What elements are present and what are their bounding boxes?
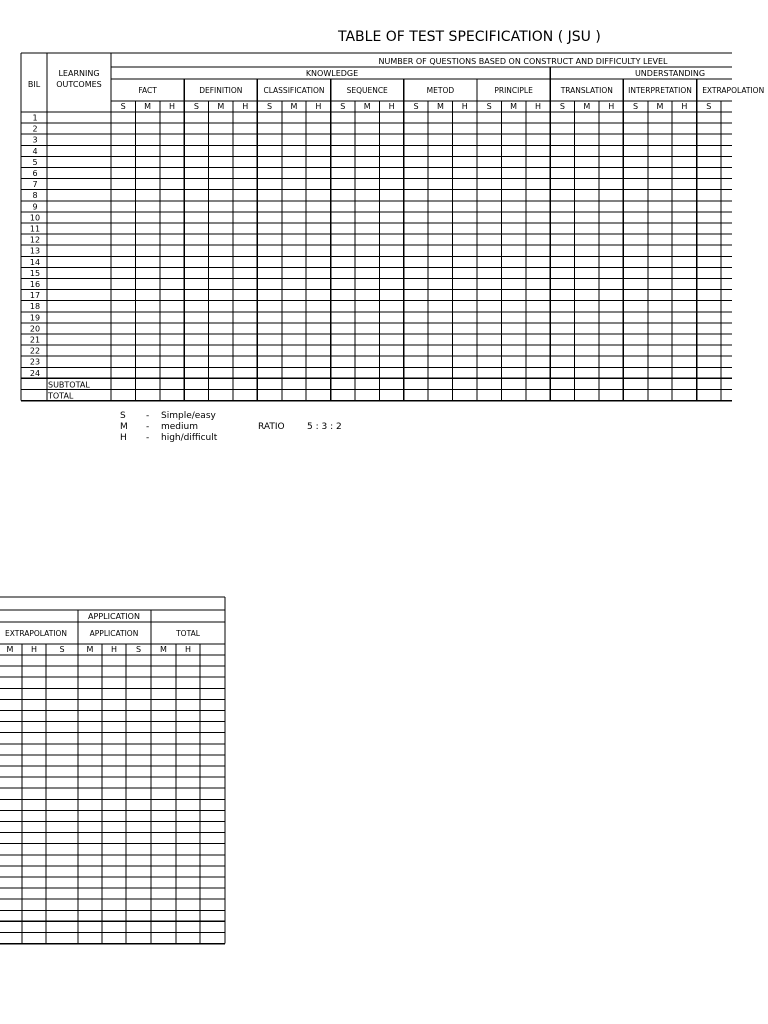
total-label: TOTAL (48, 391, 74, 401)
category-application: APPLICATION (88, 612, 140, 621)
row-number: 16 (29, 280, 41, 289)
construct-label: FACT (138, 86, 157, 95)
row-number: 3 (32, 135, 38, 145)
level-label: M (144, 102, 152, 111)
level-label: H (315, 102, 322, 111)
legend-dash: - (146, 433, 150, 443)
legend-meaning: medium (161, 422, 198, 432)
level-label: S (193, 102, 199, 111)
row-number: 15 (29, 268, 41, 278)
level-label: M (510, 102, 518, 111)
ratio-value: 5 : 3 : 2 (307, 422, 342, 432)
row-number: 14 (29, 257, 41, 267)
row-number: 21 (29, 335, 41, 345)
construct-label: APPLICATION (89, 629, 139, 638)
legend-dash: - (146, 422, 150, 432)
level-label: H (110, 645, 118, 654)
level-label: M (436, 102, 444, 111)
construct-label: DEFINITION (199, 86, 243, 95)
row-number: 20 (29, 324, 41, 334)
level-label: H (608, 102, 615, 111)
row-number: 4 (32, 146, 38, 156)
row-number: 2 (32, 124, 38, 134)
category-understanding: UNDERSTANDING (634, 69, 706, 78)
specification-table-continuation (0, 0, 232, 1024)
legend-code: H (120, 433, 127, 443)
level-label: M (290, 102, 298, 111)
level-label: M (86, 645, 94, 654)
level-label: S (135, 645, 142, 654)
level-label: H (168, 102, 176, 111)
legend-meaning: Simple/easy (161, 411, 216, 421)
level-label: H (242, 102, 249, 111)
level-label: M (160, 645, 167, 654)
document-title: TABLE OF TEST SPECIFICATION ( JSU ) (338, 29, 601, 45)
row-number: 17 (29, 291, 41, 301)
level-label: H (184, 645, 192, 654)
row-number: 11 (29, 224, 41, 234)
construct-label: TRANSLATION (560, 86, 613, 95)
construct-label: INTERPRETATION (628, 86, 692, 95)
subtotal-label: SUBTOTAL (48, 380, 90, 390)
level-label: S (633, 102, 639, 111)
row-number: 9 (32, 202, 38, 212)
level-label: S (413, 102, 419, 111)
row-number: 18 (29, 302, 41, 312)
legend-dash: - (146, 411, 150, 421)
construct-label: TOTAL (176, 629, 200, 638)
legend-meaning: high/difficult (161, 433, 218, 443)
level-label: M (656, 102, 664, 111)
row-number: 5 (32, 157, 38, 167)
legend-codes (120, 411, 128, 444)
row-number: 1 (32, 113, 38, 123)
level-label: H (461, 102, 468, 111)
level-label: S (340, 102, 346, 111)
level-label: S (559, 102, 565, 111)
construct-label: PRINCIPLE (494, 86, 533, 95)
legend-meanings (161, 411, 217, 444)
level-label: S (59, 645, 65, 654)
bil-header: BIL (27, 80, 41, 89)
legend-code: S (120, 411, 126, 421)
row-number: 22 (29, 346, 41, 356)
row-number: 6 (32, 169, 38, 178)
level-label: S (120, 102, 126, 111)
row-number: 23 (29, 357, 41, 367)
category-knowledge: KNOWLEDGE (305, 69, 359, 78)
construct-label: METOD (426, 86, 455, 95)
level-label: H (388, 102, 395, 111)
learning-outcomes-header: LEARNING (58, 69, 100, 78)
legend-code: M (120, 422, 128, 432)
level-label: H (30, 645, 38, 654)
level-label: H (681, 102, 688, 111)
legend-dashes (146, 411, 149, 444)
construct-label: CLASSIFICATION (263, 86, 325, 95)
level-label: H (534, 102, 542, 111)
row-number: 13 (29, 246, 41, 256)
level-label: M (583, 102, 591, 111)
row-number: 24 (29, 368, 41, 378)
construct-label: EXTRAPOLATION (5, 629, 67, 638)
level-label: S (486, 102, 492, 111)
level-label: S (706, 102, 712, 111)
row-number: 10 (29, 213, 41, 223)
construct-difficulty-header: NUMBER OF QUESTIONS BASED ON CONSTRUCT AND DIFFICULTY LEVEL (378, 57, 668, 66)
level-label: M (217, 102, 225, 111)
level-label: M (6, 645, 14, 654)
row-number: 19 (29, 313, 41, 323)
ratio-label: RATIO (258, 422, 285, 432)
row-number: 12 (29, 235, 41, 245)
row-number: 8 (32, 191, 38, 201)
construct-label: SEQUENCE (346, 86, 388, 95)
level-label: M (363, 102, 371, 111)
construct-label: EXTRAPOLATION (702, 86, 765, 95)
learning-outcomes-header: OUTCOMES (56, 80, 102, 89)
row-number: 7 (32, 180, 38, 190)
level-label: S (267, 102, 273, 111)
